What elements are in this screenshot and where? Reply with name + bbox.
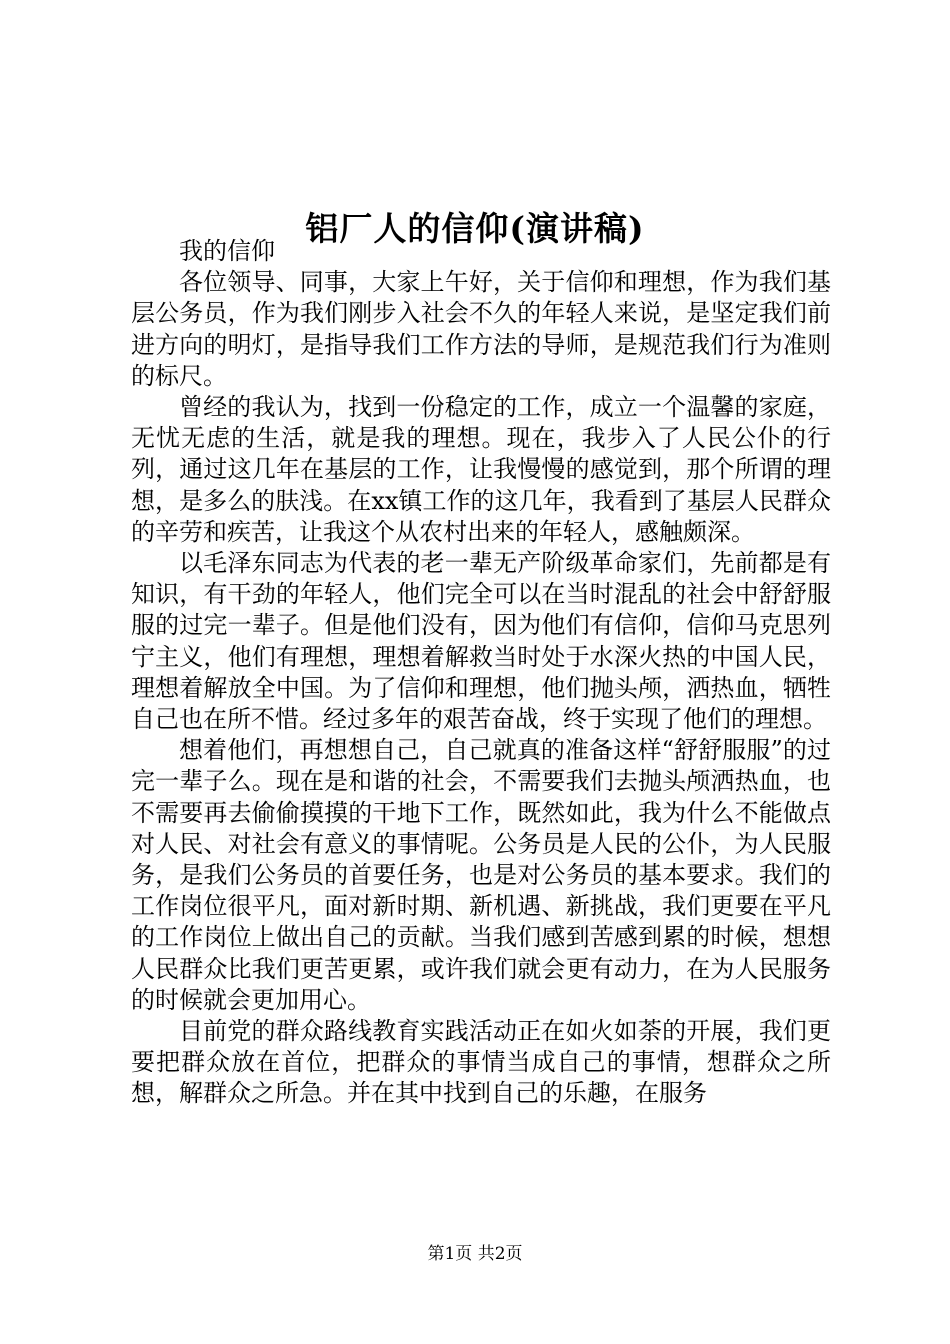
page-number-footer: 第1页 共2页	[427, 1244, 523, 1264]
document-body	[131, 236, 831, 1110]
paragraph-heading: 我的信仰	[179, 237, 275, 265]
paragraph: 目前党的群众路线教育实践活动正在如火如荼的开展，我们更要把群众放在首位，把群众的事情当成自己的事情，想群众之所想，解群众之所急。并在其中找到自己的乐趣，在服务	[131, 1017, 831, 1108]
document-title: 铝厂人的信仰(演讲稿)	[305, 209, 645, 249]
paragraph: 曾经的我认为，找到一份稳定的工作，成立一个温馨的家庭，无忧无虑的生活，就是我的理想。现在，我步入了人民公仆的行列，通过这几年在基层的工作，让我慢慢的感觉到，那个所谓的理想，是多么的肤浅。在xx镇工作的这几年，我看到了基层人民群众的辛劳和疾苦，让我这个从农村出来的年轻人，感触颇深。	[131, 393, 831, 546]
paragraph: 以毛泽东同志为代表的老一辈无产阶级革命家们，先前都是有知识，有干劲的年轻人，他们完全可以在当时混乱的社会中舒舒服服的过完一辈子。但是他们没有，因为他们有信仰，信仰马克思列宁主义，他们有理想，理想着解救当时处于水深火热的中国人民，理想着解放全中国。为了信仰和理想，他们抛头颅，洒热血，牺牲自己也在所不惜。经过多年的艰苦奋战，终于实现了他们的理想。	[131, 549, 831, 734]
paragraph: 想着他们，再想想自己，自己就真的准备这样“舒舒服服”的过完一辈子么。现在是和谐的社会，不需要我们去抛头颅洒热血，也不需要再去偷偷摸摸的干地下工作，既然如此，我为什么不能做点对人民、对社会有意义的事情呢。公务员是人民的公仆，为人民服务，是我们公务员的首要任务，也是对公务员的基本要求。我们的工作岗位很平凡，面对新时期、新机遇、新挑战，我们更要在平凡的工作岗位上做出自己的贡献。当我们感到苦感到累的时候，想想人民群众比我们更苦更累，或许我们就会更有动力，在为人民服务的时候就会更加用心。	[131, 736, 831, 1014]
paragraph: 各位领导、同事，大家上午好，关于信仰和理想，作为我们基层公务员，作为我们刚步入社会不久的年轻人来说，是坚定我们前进方向的明灯，是指导我们工作方法的导师，是规范我们行为准则的标尺。	[131, 268, 831, 390]
